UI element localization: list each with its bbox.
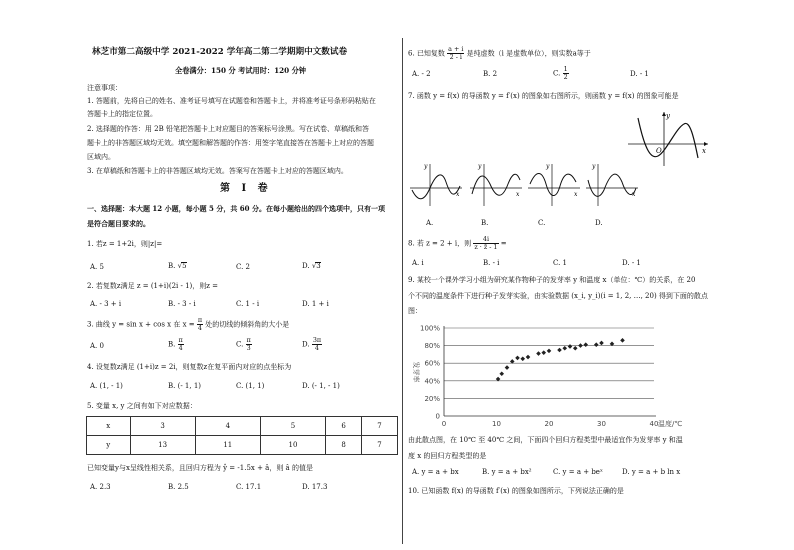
q7-graph-a: [408, 160, 464, 208]
y-tick-label: 20%: [424, 394, 440, 403]
q6-option-c: C. $\frac{1}{2}$: [553, 65, 568, 82]
y-tick-label: 100%: [419, 324, 440, 333]
q4-option-d: D. (- 1, - 1): [302, 382, 340, 390]
exam-meta: 全卷满分：150 分 考试用时：120 分钟: [175, 66, 306, 75]
exam-title: 林芝市第二高级中学 2021-2022 学年高二第二学期期中文数试卷: [92, 47, 348, 57]
q7-graph-b: [468, 160, 524, 208]
y-tick-label: 60%: [424, 359, 440, 368]
q1-option-c: C. 2: [236, 263, 251, 271]
scatter-point: [578, 343, 583, 348]
x-axis-label: 温度/℃: [658, 420, 683, 428]
q5-option-a: A. 2.3: [90, 483, 111, 491]
x-tick-label: 0: [441, 420, 447, 428]
section-heading-cont: 是符合题目要求的。: [87, 219, 150, 228]
q3-option-d: D. $\frac{3\pi}{4}$: [302, 336, 322, 353]
scatter-point: [583, 342, 588, 347]
svg-text:x: x: [632, 191, 636, 198]
question-5-stem: 5. 变量 x, y 之间有如下对应数据：: [87, 402, 197, 410]
q5-option-d: D. 17.3: [302, 483, 328, 491]
q7-label-c: C.: [538, 219, 546, 227]
table-cell: 13: [130, 436, 195, 455]
svg-text:x: x: [516, 191, 520, 198]
scatter-point: [557, 348, 562, 353]
q2-option-b: B. - 3 - i: [168, 300, 196, 308]
section-heading: 一、选择题：本大题 12 小题，每小题 5 分，共 60 分。在每小题给出的四个选项中，只有一项: [87, 204, 385, 213]
q3-option-b: B. $\frac{\pi}{4}$: [168, 336, 183, 353]
svg-text:y: y: [478, 163, 482, 170]
svg-text:x: x: [574, 191, 578, 198]
scatter-point: [536, 351, 541, 356]
x-tick-label: 40: [649, 420, 659, 428]
q5-option-c: C. 17.1: [236, 483, 262, 491]
scatter-point: [515, 356, 520, 361]
q7-label-a: A.: [426, 219, 434, 227]
scatter-point: [520, 357, 525, 362]
table-cell: 8: [326, 436, 362, 455]
table-cell: 7: [362, 436, 398, 455]
q8-option-a: A. i: [412, 259, 424, 267]
q9-scatter-chart: [404, 320, 704, 436]
x-tick-label: 10: [492, 420, 501, 428]
q6-option-d: D. - 1: [630, 70, 649, 78]
q9-option-c: C. y = a + beˣ: [553, 468, 603, 476]
q3-option-c: C. $\frac{\pi}{3}$: [236, 336, 251, 353]
scatter-point: [562, 346, 567, 351]
axis-x-label: x: [702, 147, 706, 155]
q9-option-d: D. y = a + b ln x: [622, 468, 681, 476]
question-4-stem: 4. 设复数z满足 (1+i)z = 2i，则复数z在复平面内对应的点坐标为: [87, 363, 292, 371]
part-title: 第 I 卷: [220, 183, 272, 194]
q8-option-c: C. 1: [553, 259, 568, 267]
q9-option-a: A. y = a + bx: [412, 468, 459, 476]
q9-option-b: B. y = a + bx²: [482, 468, 532, 476]
question-9-stem: 9. 某校一个课外学习小组为研究某作物种子的发芽率 y 和温度 x（单位：℃）的关系，在 20: [408, 276, 696, 284]
scatter-point: [547, 349, 552, 354]
table-cell: 5: [260, 417, 325, 436]
q1-option-b: B. √5: [168, 262, 187, 270]
column-divider: [402, 38, 403, 544]
svg-text:y: y: [546, 163, 550, 170]
question-6-stem: 6. 已知复数 $\frac{a + i}{2 - i}$ 是纯虚数（i 是虚数单位），则实数a等于: [408, 45, 591, 62]
scatter-point: [505, 365, 510, 370]
table-cell: y: [87, 436, 131, 455]
svg-text:y: y: [424, 163, 428, 170]
scatter-point: [568, 344, 573, 349]
question-2-stem: 2. 若复数z满足 z = (1+i)(2i - 1)，则z =: [87, 282, 219, 290]
x-tick-label: 30: [597, 420, 606, 428]
scatter-point: [526, 355, 531, 360]
q3-option-a: A. 0: [90, 342, 104, 350]
y-tick-label: 80%: [424, 342, 440, 351]
q8-option-d: D. - 1: [622, 259, 641, 267]
y-tick-label: 40%: [424, 377, 440, 386]
question-8-stem: 8. 若 z = 2 + i，则 $\frac{4i}{z \cdot z̄ - 1}$ =: [408, 235, 507, 252]
q5-after-text: 已知变量y与x呈线性相关系，且回归方程为 ŷ = -1.5x + â，则 â 的值是: [87, 464, 313, 472]
question-7-stem: 7. 函数 y = f(x) 的导函数 y = f′(x) 的图象如右图所示，则函数 y = f(x) 的图象可能是: [408, 92, 679, 100]
question-1-stem: 1. 若z = 1+2i，则|z|=: [87, 240, 163, 248]
table-row: [87, 436, 398, 455]
question-10-stem: 10. 已知函数 f(x) 的导函数 f′(x) 的图象如图所示，下列说法正确的是: [408, 487, 624, 495]
origin-label: O: [656, 147, 662, 155]
q8-option-b: B. - i: [483, 259, 500, 267]
q1-option-d: D. √3: [302, 262, 321, 270]
question-9-stem: 图：: [408, 307, 422, 315]
note-line: 3. 在草稿纸和答题卡上的非答题区域均无效。答案写在答题卡上对应的答题区域内。: [87, 167, 348, 175]
question-3-stem: 3. 曲线 y = sin x + cos x 在 x = $\frac{\pi}{4}$ 处的切线的倾斜角的大小是: [87, 316, 290, 333]
scatter-point: [541, 350, 546, 355]
scatter-point: [594, 342, 599, 347]
y-axis-label: 发芽率: [412, 361, 420, 383]
note-line: 题卡上的非答题区域均无效。填空题和解答题的作答：用签字笔直接答在答题卡上对应的答题: [87, 139, 374, 147]
q2-option-a: A. - 3 + i: [90, 300, 122, 308]
table-cell: 3: [130, 417, 195, 436]
y-tick-label: 0: [435, 412, 440, 421]
q5-data-table: [86, 416, 398, 455]
q7-graph-c: [526, 160, 582, 208]
x-tick-label: 20: [544, 420, 554, 428]
q2-option-d: D. 1 + i: [302, 300, 329, 308]
table-cell: 7: [362, 417, 398, 436]
table-cell: 11: [195, 436, 260, 455]
scatter-point: [573, 346, 578, 351]
q6-option-a: A. - 2: [412, 70, 431, 78]
table-cell: 10: [260, 436, 325, 455]
scatter-point: [499, 371, 504, 376]
q7-graph-d: [584, 160, 640, 208]
table-row: [87, 417, 398, 436]
q9-after-text: 由此散点图，在 10℃ 至 40℃ 之间，下面四个回归方程类型中最适宜作为发芽率 y 和温: [408, 436, 683, 444]
note-line: 2. 选择题的作答：用 2B 铅笔把答题卡上对应题目的答案标号涂黑。写在试卷、草稿纸和答: [87, 125, 369, 133]
axis-y-label: y: [666, 112, 670, 120]
q6-option-b: B. 2: [483, 70, 498, 78]
svg-text:x: x: [456, 191, 460, 198]
q7-derivative-graph: [624, 108, 712, 168]
q2-option-c: C. 1 - i: [236, 300, 260, 308]
q5-option-b: B. 2.5: [168, 483, 189, 491]
table-cell: x: [87, 417, 131, 436]
table-cell: 6: [326, 417, 362, 436]
note-line: 区域内。: [87, 153, 115, 161]
q4-option-a: A. (1, - 1): [90, 382, 123, 390]
note-line: 答题卡上的指定位置。: [87, 110, 157, 118]
notes-heading: 注意事项：: [87, 84, 122, 92]
scatter-point: [599, 341, 604, 346]
scatter-point: [620, 338, 625, 343]
svg-text:y: y: [592, 163, 596, 170]
question-9-stem: 个不同的温度条件下进行种子发芽实验，由实验数据 (x_i, y_i)(i = 1, 2, …, 20) 得到下面的散点: [408, 292, 708, 300]
q4-option-c: C. (1, 1): [236, 382, 265, 390]
note-line: 1. 答题前，先将自己的姓名、准考证号填写在试题卷和答题卡上，并将准考证号条形码粘贴在: [87, 97, 376, 105]
q7-label-b: B.: [481, 219, 489, 227]
q1-option-a: A. 5: [90, 263, 104, 271]
q9-after-text: 度 x 的回归方程类型的是: [408, 452, 487, 460]
q7-label-d: D.: [595, 219, 603, 227]
table-cell: 4: [195, 417, 260, 436]
q4-option-b: B. (- 1, 1): [168, 382, 202, 390]
